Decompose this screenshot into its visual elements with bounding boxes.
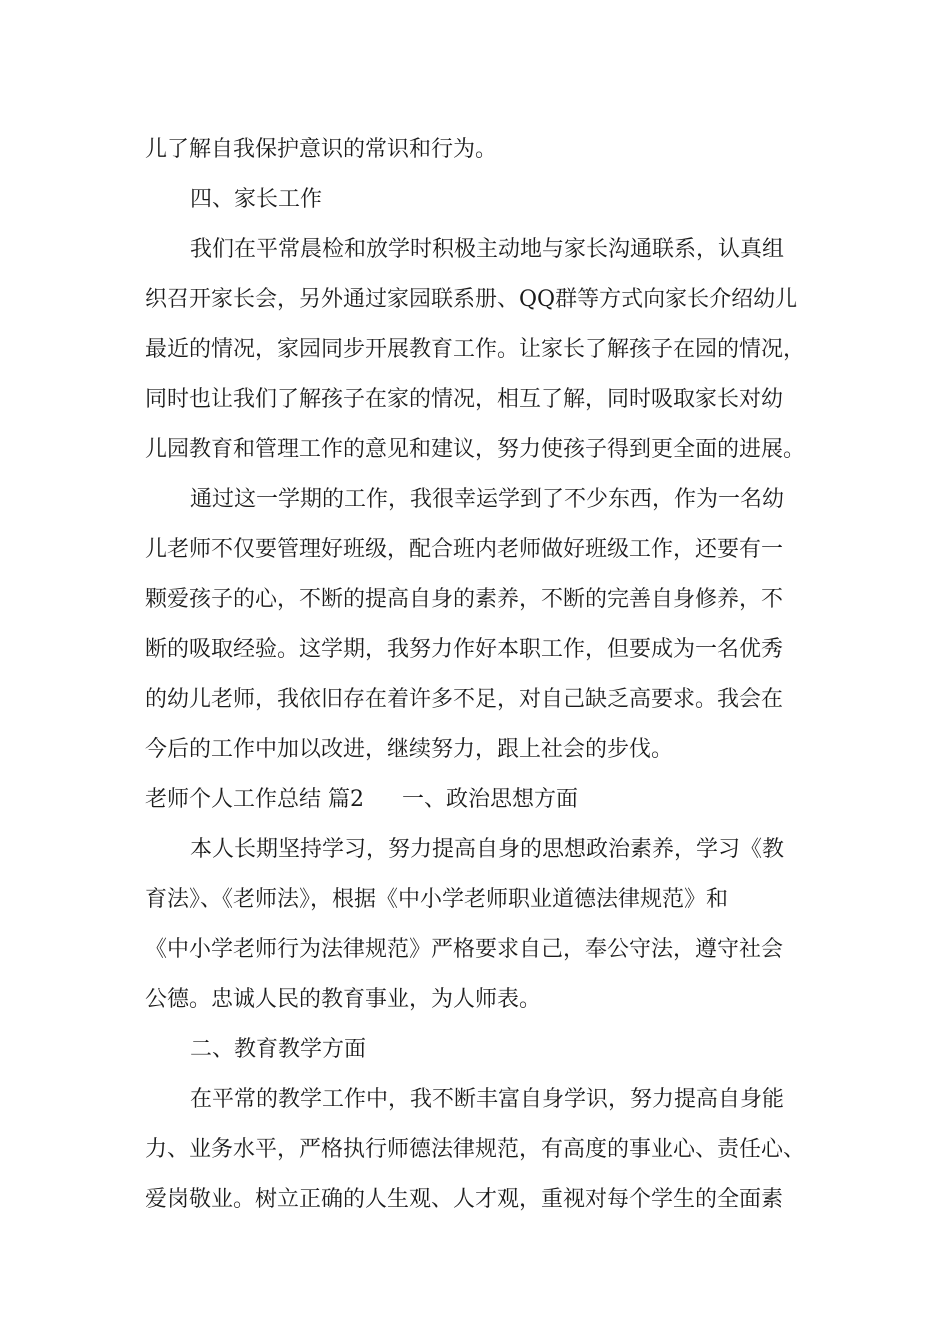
article-title-line	[145, 785, 825, 815]
text-line: 育法》、《老师法》，根据《中小学老师职业道德法律规范》和	[145, 887, 729, 912]
text-line: 同时也让我们了解孩子在家的情况，相互了解，同时吸取家长对幼	[145, 387, 784, 412]
section-heading: 四、家长工作	[190, 187, 323, 212]
section-heading: 一、政治思想方面	[402, 787, 579, 812]
text-line: 的幼儿老师，我依旧存在着许多不足，对自己缺乏高要求。我会在	[145, 687, 784, 712]
text-line: 我们在平常晨检和放学时积极主动地与家长沟通联系，认真组	[190, 237, 785, 262]
text-line: 断的吸取经验。这学期，我努力作好本职工作，但要成为一名优秀	[145, 637, 784, 662]
article-title: 老师个人工作总结 篇2	[145, 787, 364, 812]
text-line: 织召开家长会，另外通过家园联系册、QQ群等方式向家长介绍幼儿	[145, 287, 798, 312]
text-line: 《中小学老师行为法律规范》严格要求自己，奉公守法，遵守社会	[145, 937, 784, 962]
section-heading: 二、教育教学方面	[190, 1037, 367, 1062]
text-line: 在平常的教学工作中，我不断丰富自身学识，努力提高自身能	[190, 1087, 785, 1112]
text-line: 力、业务水平，严格执行师德法律规范，有高度的事业心、责任心、	[145, 1137, 806, 1162]
text-line: 公德。忠诚人民的教育事业，为人师表。	[145, 987, 542, 1012]
text-line: 本人长期坚持学习，努力提高自身的思想政治素养，学习《教	[190, 837, 785, 862]
text-line: 颗爱孩子的心，不断的提高自身的素养，不断的完善自身修养，不	[145, 587, 784, 612]
text-line: 今后的工作中加以改进，继续努力，跟上社会的步伐。	[145, 737, 674, 762]
text-line: 最近的情况，家园同步开展教育工作。让家长了解孩子在园的情况，	[145, 337, 806, 362]
text-line: 通过这一学期的工作，我很幸运学到了不少东西，作为一名幼	[190, 487, 785, 512]
text-line: 儿园教育和管理工作的意见和建议，努力使孩子得到更全面的进展。	[145, 437, 806, 462]
text-line: 爱岗敬业。树立正确的人生观、人才观，重视对每个学生的全面素	[145, 1187, 784, 1212]
text-line: 儿了解自我保护意识的常识和行为。	[145, 137, 498, 162]
text-line: 儿老师不仅要管理好班级，配合班内老师做好班级工作，还要有一	[145, 537, 784, 562]
